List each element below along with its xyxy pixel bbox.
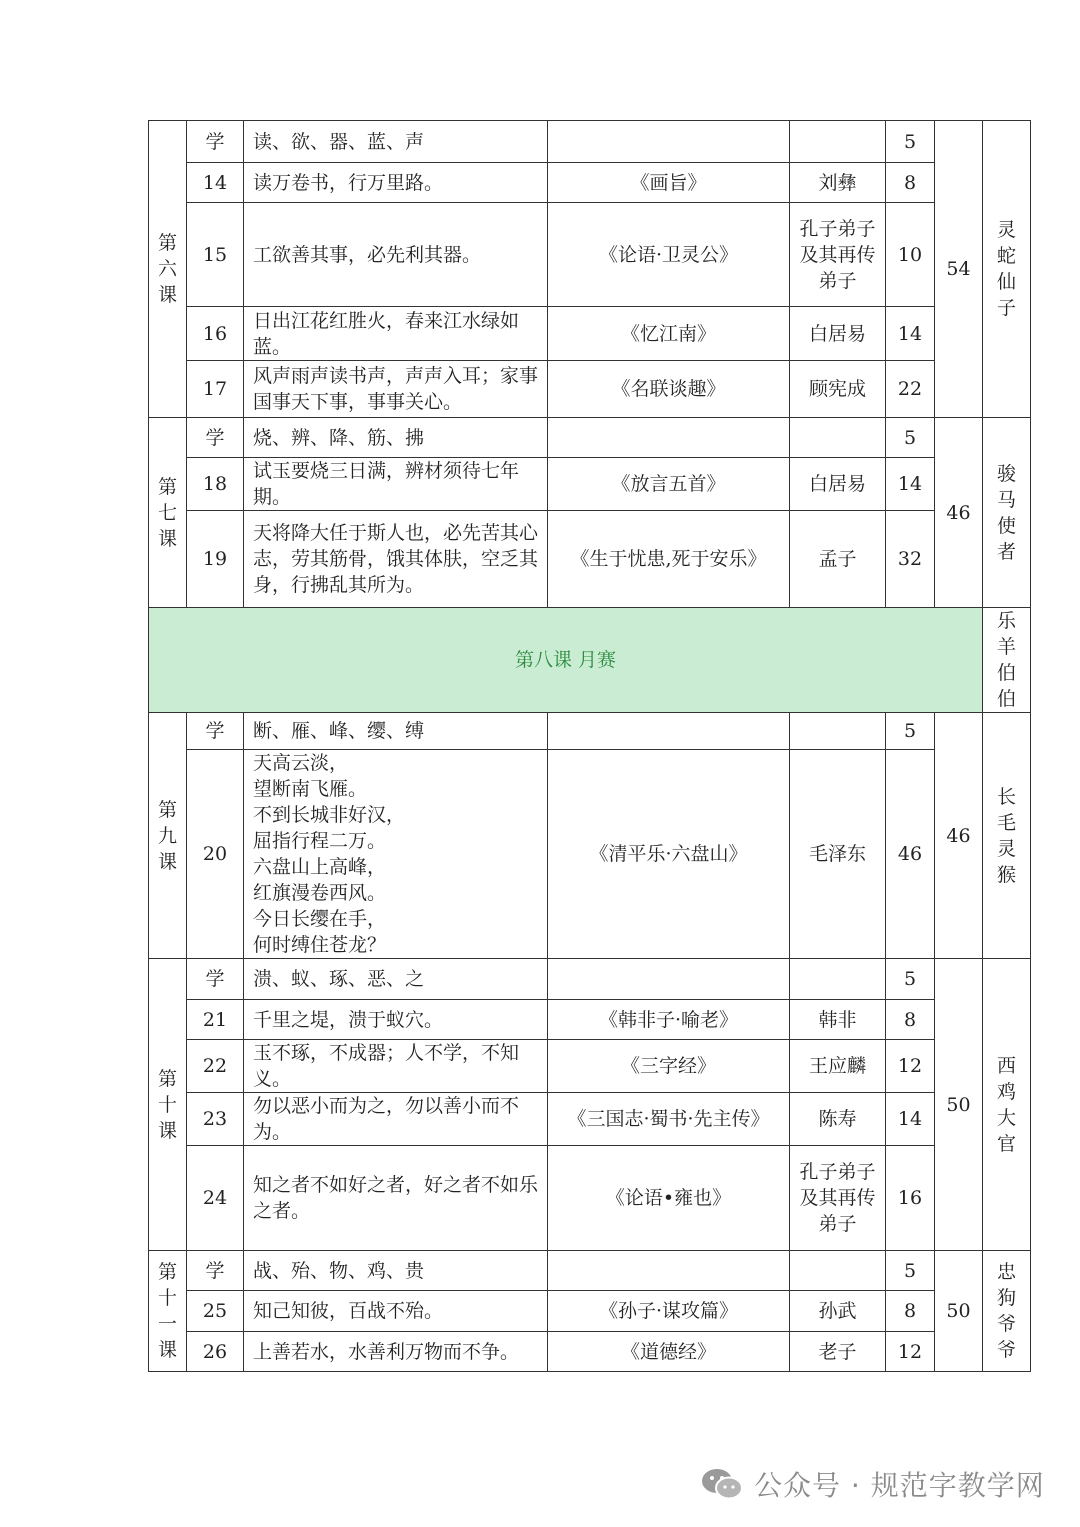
- table-row: [149, 1291, 1031, 1332]
- item-number: 21: [187, 1000, 244, 1040]
- item-score: 5: [886, 121, 935, 163]
- item-content: 读、欲、器、蓝、声: [244, 121, 548, 163]
- item-content: 烧、辨、降、筋、拂: [244, 418, 548, 458]
- table-row: [149, 1251, 1031, 1291]
- item-score: 22: [886, 361, 935, 418]
- item-score: 8: [886, 163, 935, 203]
- item-source: [548, 418, 790, 458]
- month-contest-banner: 第八课 月赛: [149, 608, 983, 713]
- lesson-label-char: 十: [157, 1287, 177, 1309]
- item-content: 断、雁、峰、缨、缚: [244, 713, 548, 750]
- item-score: 14: [886, 458, 935, 511]
- item-content: 勿以恶小而为之，勿以善小而不为。: [244, 1093, 548, 1146]
- item-number: 学: [187, 121, 244, 163]
- item-number: 19: [187, 511, 244, 608]
- lesson-total: 50: [935, 959, 983, 1251]
- item-source: 《生于忧患,死于安乐》: [548, 511, 790, 608]
- item-source: 《清平乐·六盘山》: [548, 750, 790, 959]
- item-content: 天高云淡， 望断南飞雁。 不到长城非好汉， 屈指行程二万。 六盘山上高峰， 红旗漫卷西风。 今日长缨在手， 何时缚住苍龙？: [244, 750, 548, 959]
- item-score: 32: [886, 511, 935, 608]
- table-row: [149, 361, 1031, 418]
- item-author: [790, 1251, 886, 1291]
- lesson-label-char: 第: [157, 798, 177, 821]
- lesson-label-char: 课: [157, 850, 177, 873]
- item-content: 知之者不如好之者，好之者不如乐之者。: [244, 1146, 548, 1251]
- item-content: 风声雨声读书声，声声入耳；家事国事天下事，事事关心。: [244, 361, 548, 418]
- item-number: 16: [187, 307, 244, 361]
- item-source: 《名联谈趣》: [548, 361, 790, 418]
- item-content: 试玉要烧三日满，辨材须待七年期。: [244, 458, 548, 511]
- table-row: [149, 1332, 1031, 1372]
- item-author: 刘彝: [790, 163, 886, 203]
- item-number: 学: [187, 1251, 244, 1291]
- lesson-mascot-char: 仙: [996, 271, 1016, 293]
- item-number: 学: [187, 418, 244, 458]
- item-score: 12: [886, 1332, 935, 1372]
- item-source: 《三国志·蜀书·先主传》: [548, 1093, 790, 1146]
- lesson-mascot-char: 长: [996, 785, 1016, 808]
- lesson-mascot-char: 羊: [996, 636, 1016, 658]
- item-score: 5: [886, 418, 935, 458]
- item-author: 陈寿: [790, 1093, 886, 1146]
- lesson-table: [148, 120, 1031, 1372]
- lesson-mascot-char: 忠: [996, 1261, 1016, 1283]
- item-author: 韩非: [790, 1000, 886, 1040]
- item-source: 《画旨》: [548, 163, 790, 203]
- watermark: [700, 1460, 1045, 1508]
- lesson-mascot-char: 大: [996, 1106, 1016, 1129]
- lesson-mascot-char: 爷: [996, 1313, 1016, 1335]
- item-number: 20: [187, 750, 244, 959]
- lesson-label: [149, 418, 187, 608]
- item-content: 读万卷书，行万里路。: [244, 163, 548, 203]
- item-source: 《道德经》: [548, 1332, 790, 1372]
- item-number: 学: [187, 713, 244, 750]
- wechat-icon: [700, 1466, 744, 1502]
- item-source: [548, 959, 790, 1000]
- lesson-mascot-char: 伯: [996, 688, 1016, 710]
- item-number: 14: [187, 163, 244, 203]
- lesson-label-char: 第: [157, 232, 177, 254]
- lesson-mascot-char: 伯: [996, 662, 1016, 684]
- item-source: 《韩非子·喻老》: [548, 1000, 790, 1040]
- item-source: [548, 713, 790, 750]
- lesson-total: 50: [935, 1251, 983, 1372]
- item-score: 10: [886, 203, 935, 307]
- item-author: 顾宪成: [790, 361, 886, 418]
- item-content: 日出江花红胜火，春来江水绿如蓝。: [244, 307, 548, 361]
- item-number: 15: [187, 203, 244, 307]
- item-source: 《忆江南》: [548, 307, 790, 361]
- table-row: [149, 1000, 1031, 1040]
- item-score: 14: [886, 307, 935, 361]
- lesson-total: 46: [935, 418, 983, 608]
- item-source: 《论语•雍也》: [548, 1146, 790, 1251]
- lesson-mascot: [983, 959, 1031, 1251]
- break-row: [149, 608, 1031, 713]
- lesson-mascot: [983, 713, 1031, 959]
- lesson-mascot: [983, 418, 1031, 608]
- item-score: 14: [886, 1093, 935, 1146]
- item-author: 白居易: [790, 458, 886, 511]
- table-row: [149, 458, 1031, 511]
- lesson-label: [149, 959, 187, 1251]
- item-source: [548, 1251, 790, 1291]
- item-number: 24: [187, 1146, 244, 1251]
- item-source: 《论语·卫灵公》: [548, 203, 790, 307]
- item-number: 18: [187, 458, 244, 511]
- item-author: 白居易: [790, 307, 886, 361]
- item-author: [790, 418, 886, 458]
- item-content: 玉不琢，不成器；人不学，不知义。: [244, 1040, 548, 1093]
- lesson-mascot-char: 爷: [996, 1339, 1016, 1361]
- item-score: 12: [886, 1040, 935, 1093]
- item-score: 8: [886, 1291, 935, 1332]
- lesson-mascot-char: 狗: [996, 1287, 1016, 1309]
- lesson-mascot-char: 子: [996, 297, 1016, 319]
- lesson-label-char: 第: [157, 1067, 177, 1090]
- table-row: [149, 121, 1031, 163]
- lesson-mascot-char: 乐: [996, 610, 1016, 632]
- lesson-mascot-char: 西: [996, 1054, 1016, 1077]
- lesson-label: [149, 121, 187, 418]
- item-score: 8: [886, 1000, 935, 1040]
- item-author: 孔子弟子及其再传弟子: [790, 203, 886, 307]
- lesson-label: [149, 713, 187, 959]
- item-content: 工欲善其事，必先利其器。: [244, 203, 548, 307]
- lesson-label-char: 课: [157, 284, 177, 306]
- lesson-label-char: 十: [157, 1093, 177, 1116]
- lesson-label-char: 课: [157, 1339, 177, 1361]
- table-row: [149, 713, 1031, 750]
- item-source: 《孙子·谋攻篇》: [548, 1291, 790, 1332]
- item-author: 老子: [790, 1332, 886, 1372]
- item-author: 王应麟: [790, 1040, 886, 1093]
- watermark-text: 公众号 · 规范字教学网: [754, 1469, 1045, 1502]
- table-row: [149, 1146, 1031, 1251]
- item-number: 26: [187, 1332, 244, 1372]
- lesson-mascot-char: 鸡: [996, 1080, 1016, 1103]
- lesson-mascot-char: 灵: [996, 219, 1016, 241]
- lesson-mascot: [983, 1251, 1031, 1372]
- lesson-total: 54: [935, 121, 983, 418]
- item-author: 孙武: [790, 1291, 886, 1332]
- table-row: [149, 307, 1031, 361]
- lesson-label-char: 课: [157, 1119, 177, 1142]
- lesson-label-char: 第: [157, 475, 177, 498]
- item-content: 溃、蚁、琢、恶、之: [244, 959, 548, 1000]
- item-score: 46: [886, 750, 935, 959]
- lesson-label-char: 九: [157, 824, 177, 847]
- lesson-mascot-char: 者: [996, 540, 1016, 563]
- lesson-mascot-char: 官: [996, 1132, 1016, 1155]
- lesson-mascot-char: 猴: [996, 863, 1016, 886]
- item-score: 16: [886, 1146, 935, 1251]
- item-source: [548, 121, 790, 163]
- lesson-mascot-char: 蛇: [996, 245, 1016, 267]
- item-author: 孟子: [790, 511, 886, 608]
- item-number: 23: [187, 1093, 244, 1146]
- table-row: [149, 163, 1031, 203]
- item-content: 知己知彼，百战不殆。: [244, 1291, 548, 1332]
- lesson-label: [149, 1251, 187, 1372]
- item-number: 22: [187, 1040, 244, 1093]
- item-content: 上善若水，水善利万物而不争。: [244, 1332, 548, 1372]
- lesson-label-char: 六: [157, 258, 177, 280]
- table-row: [149, 203, 1031, 307]
- item-source: 《放言五首》: [548, 458, 790, 511]
- table-row: [149, 418, 1031, 458]
- lesson-mascot: [983, 608, 1031, 713]
- lesson-mascot-char: 灵: [996, 837, 1016, 860]
- lesson-mascot: [983, 121, 1031, 418]
- item-content: 战、殆、物、鸡、贵: [244, 1251, 548, 1291]
- item-source: 《三字经》: [548, 1040, 790, 1093]
- item-content: 千里之堤，溃于蚁穴。: [244, 1000, 548, 1040]
- item-number: 25: [187, 1291, 244, 1332]
- table-row: [149, 1093, 1031, 1146]
- lesson-mascot-char: 骏: [996, 462, 1016, 485]
- table-row: [149, 959, 1031, 1000]
- table-row: [149, 511, 1031, 608]
- item-author: [790, 121, 886, 163]
- lesson-mascot-char: 使: [996, 514, 1016, 537]
- lesson-mascot-char: 马: [996, 488, 1016, 511]
- item-author: 孔子弟子及其再传弟子: [790, 1146, 886, 1251]
- lesson-label-char: 第: [157, 1261, 177, 1283]
- lesson-label-char: 课: [157, 527, 177, 550]
- item-author: [790, 959, 886, 1000]
- item-author: [790, 713, 886, 750]
- item-score: 5: [886, 713, 935, 750]
- item-score: 5: [886, 959, 935, 1000]
- table-row: [149, 750, 1031, 959]
- table-row: [149, 1040, 1031, 1093]
- lesson-label-char: 一: [157, 1313, 177, 1335]
- item-content: 天将降大任于斯人也，必先苦其心志，劳其筋骨，饿其体肤，空乏其身，行拂乱其所为。: [244, 511, 548, 608]
- item-author: 毛泽东: [790, 750, 886, 959]
- item-score: 5: [886, 1251, 935, 1291]
- lesson-mascot-char: 毛: [996, 811, 1016, 834]
- lesson-total: 46: [935, 713, 983, 959]
- item-number: 17: [187, 361, 244, 418]
- item-number: 学: [187, 959, 244, 1000]
- lesson-label-char: 七: [157, 501, 177, 524]
